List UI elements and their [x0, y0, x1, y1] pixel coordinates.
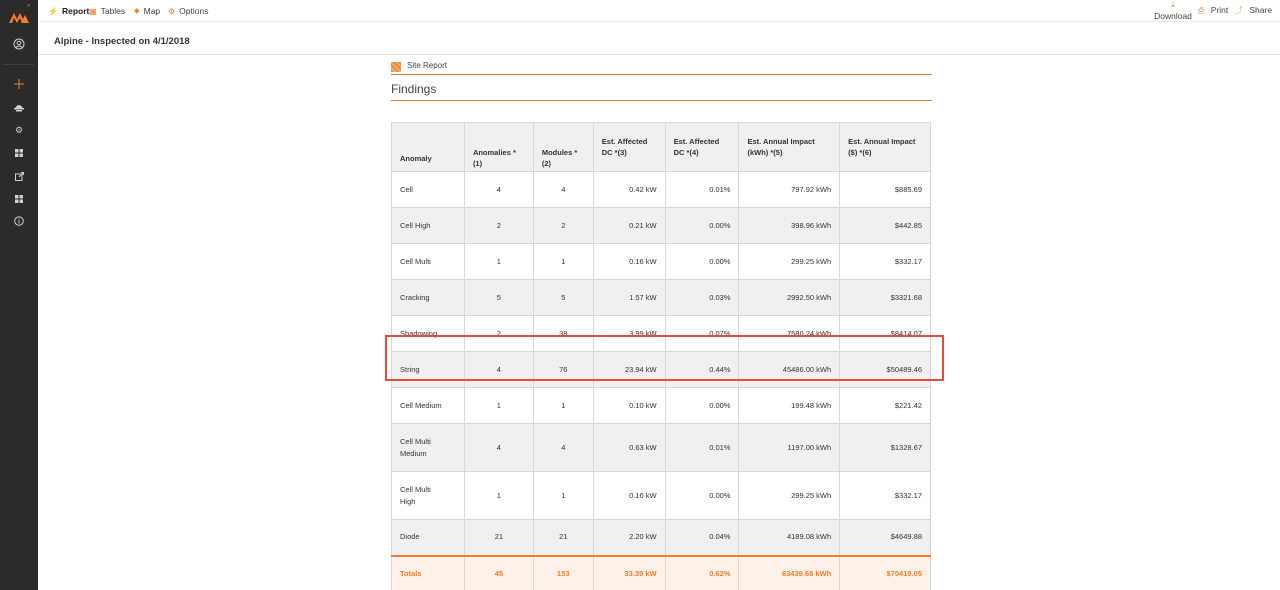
- total-dc-pct: 0.62%: [665, 556, 739, 590]
- logo-icon[interactable]: [9, 10, 29, 24]
- cell-kwh: 2992.50 kWh: [739, 280, 840, 316]
- totals-row: [392, 556, 931, 590]
- cell-dc-pct: 0.01%: [665, 172, 739, 208]
- cell-dc-kw: 0.16 kW: [593, 472, 665, 520]
- top-nav: [38, 0, 1280, 22]
- download-label: Download: [1154, 11, 1192, 21]
- cell-dc-kw: 0.21 kW: [593, 208, 665, 244]
- export-icon[interactable]: [12, 169, 26, 183]
- cell-anomaly: String: [392, 352, 465, 388]
- tab-options-label: Options: [179, 6, 209, 16]
- tab-options[interactable]: [168, 5, 208, 17]
- cell-anomalies: 4: [464, 352, 533, 388]
- tab-map-label: Map: [143, 6, 161, 16]
- table-row: [392, 280, 931, 316]
- cell-dc-kw: 1.57 kW: [593, 280, 665, 316]
- row-highlight-box: [385, 335, 944, 381]
- col-header[interactable]: Modules *(2): [533, 123, 593, 172]
- cell-dc-kw: 2.20 kW: [593, 520, 665, 556]
- table-row: [392, 520, 931, 556]
- cell-usd: $885.69: [840, 172, 931, 208]
- col-header[interactable]: Est. Annual Impact ($) *(6): [840, 123, 931, 172]
- cell-dc-pct: 0.03%: [665, 280, 739, 316]
- sidebar: [0, 0, 38, 590]
- cell-usd: $3321.68: [840, 280, 931, 316]
- tab-tables[interactable]: [89, 5, 125, 17]
- cell-modules: 4: [533, 172, 593, 208]
- cell-anomalies: 1: [464, 244, 533, 280]
- cell-anomaly: Cell Multi Medium: [392, 424, 465, 472]
- cell-usd: $442.85: [840, 208, 931, 244]
- report-content: [391, 58, 932, 578]
- cell-kwh: 199.48 kWh: [739, 388, 840, 424]
- cell-anomalies: 2: [464, 316, 533, 352]
- grid-icon[interactable]: [12, 146, 26, 160]
- download-button[interactable]: [1150, 0, 1196, 21]
- cell-modules: 38: [533, 316, 593, 352]
- map-pin-icon: ⬥: [134, 6, 140, 15]
- cell-usd: $8414.07: [840, 316, 931, 352]
- cell-anomaly: Cell High: [392, 208, 465, 244]
- cell-anomaly: Cell: [392, 172, 465, 208]
- cell-kwh: 299.25 kWh: [739, 244, 840, 280]
- cell-kwh: 1197.00 kWh: [739, 424, 840, 472]
- page-title: Alpine - Inspected on 4/1/2018: [54, 36, 190, 47]
- cell-anomaly: Cell Medium: [392, 388, 465, 424]
- site-report-heading: [391, 58, 932, 74]
- col-header[interactable]: Est. Affected DC *(3): [593, 123, 665, 172]
- gear-icon[interactable]: ⚙: [14, 124, 24, 135]
- download-icon: ⤓: [1171, 0, 1175, 9]
- orange-divider-2: [391, 100, 932, 101]
- crosshair-icon[interactable]: [12, 77, 26, 91]
- cell-modules: 1: [533, 388, 593, 424]
- cell-dc-kw: 0.16 kW: [593, 244, 665, 280]
- total-anomalies: 45: [464, 556, 533, 590]
- cell-modules: 1: [533, 472, 593, 520]
- cell-modules: 5: [533, 280, 593, 316]
- site-report-label: Site Report: [407, 61, 448, 70]
- table-row: [392, 388, 931, 424]
- cell-dc-kw: 0.42 kW: [593, 172, 665, 208]
- cell-anomalies: 1: [464, 388, 533, 424]
- cell-dc-pct: 0.07%: [665, 316, 739, 352]
- gear-icon: ⚙: [168, 6, 176, 16]
- cell-modules: 2: [533, 208, 593, 244]
- cell-dc-kw: 0.63 kW: [593, 424, 665, 472]
- cell-kwh: 299.25 kWh: [739, 472, 840, 520]
- page-header: [38, 22, 1280, 55]
- totals-label: Totals: [392, 556, 465, 590]
- cell-usd: $332.17: [840, 244, 931, 280]
- tab-map[interactable]: [134, 5, 160, 17]
- cell-kwh: 7580.24 kWh: [739, 316, 840, 352]
- table-row: [392, 472, 931, 520]
- cell-kwh: 797.92 kWh: [739, 172, 840, 208]
- col-header[interactable]: Anomaly: [392, 123, 465, 172]
- cell-modules: 21: [533, 520, 593, 556]
- tab-report-label: Report: [61, 6, 90, 16]
- cell-dc-pct: 0.44%: [665, 352, 739, 388]
- cell-anomalies: 4: [464, 424, 533, 472]
- total-modules: 153: [533, 556, 593, 590]
- print-button[interactable]: [1198, 5, 1228, 16]
- cell-dc-pct: 0.04%: [665, 520, 739, 556]
- table-row: [392, 172, 931, 208]
- cell-dc-kw: 23.94 kW: [593, 352, 665, 388]
- cell-usd: $332.17: [840, 472, 931, 520]
- cell-dc-pct: 0.00%: [665, 208, 739, 244]
- cell-anomaly: Diode: [392, 520, 465, 556]
- table-icon: ▦: [89, 6, 97, 16]
- cell-modules: 4: [533, 424, 593, 472]
- cell-anomaly: Cell Multi: [392, 244, 465, 280]
- cell-anomalies: 5: [464, 280, 533, 316]
- total-kwh: 63439.68 kWh: [739, 556, 840, 590]
- table-row: [392, 244, 931, 280]
- collapse-icon[interactable]: «: [27, 3, 31, 9]
- col-header[interactable]: Anomalies *(1): [464, 123, 533, 172]
- hat-icon[interactable]: [12, 100, 26, 114]
- cell-anomalies: 2: [464, 208, 533, 244]
- table-row: [392, 424, 931, 472]
- cell-usd: $1328.67: [840, 424, 931, 472]
- cell-dc-pct: 0.00%: [665, 388, 739, 424]
- cell-anomalies: 21: [464, 520, 533, 556]
- section-title: Findings: [391, 82, 437, 96]
- cell-usd: $221.42: [840, 388, 931, 424]
- info-icon[interactable]: [12, 214, 26, 228]
- table-header-row: [392, 123, 931, 172]
- tab-tables-label: Tables: [100, 6, 126, 16]
- grid-icon-2[interactable]: [12, 192, 26, 206]
- cell-kwh: 45486.00 kWh: [739, 352, 840, 388]
- cell-dc-kw: 0.10 kW: [593, 388, 665, 424]
- cell-anomaly: Shadowing: [392, 316, 465, 352]
- site-report-icon: [391, 62, 401, 72]
- share-label: Share: [1249, 5, 1273, 15]
- cell-modules: 1: [533, 244, 593, 280]
- cell-anomalies: 1: [464, 472, 533, 520]
- cell-usd: $4649.88: [840, 520, 931, 556]
- col-header[interactable]: Est. Affected DC *(4): [665, 123, 739, 172]
- cell-kwh: 398.96 kWh: [739, 208, 840, 244]
- user-circle-icon[interactable]: [12, 37, 26, 51]
- share-icon: ⤴: [1235, 6, 1243, 15]
- print-icon: ⎙: [1198, 6, 1205, 15]
- cell-anomaly: Cracking: [392, 280, 465, 316]
- report-icon: ⚡: [48, 6, 58, 16]
- cell-dc-kw: 3.99 kW: [593, 316, 665, 352]
- orange-divider: [391, 74, 932, 75]
- cell-dc-pct: 0.00%: [665, 472, 739, 520]
- cell-dc-pct: 0.01%: [665, 424, 739, 472]
- table-row: [392, 208, 931, 244]
- col-header[interactable]: Est. Annual Impact (kWh) *(5): [739, 123, 840, 172]
- tab-report[interactable]: [48, 5, 89, 17]
- cell-modules: 76: [533, 352, 593, 388]
- share-button[interactable]: [1235, 5, 1272, 16]
- cell-kwh: 4189.08 kWh: [739, 520, 840, 556]
- cell-anomaly: Cell Multi High: [392, 472, 465, 520]
- total-dc-kw: 33.39 kW: [593, 556, 665, 590]
- cell-anomalies: 4: [464, 172, 533, 208]
- total-usd: $70418.05: [840, 556, 931, 590]
- cell-usd: $50489.46: [840, 352, 931, 388]
- print-label: Print: [1210, 5, 1229, 15]
- cell-dc-pct: 0.00%: [665, 244, 739, 280]
